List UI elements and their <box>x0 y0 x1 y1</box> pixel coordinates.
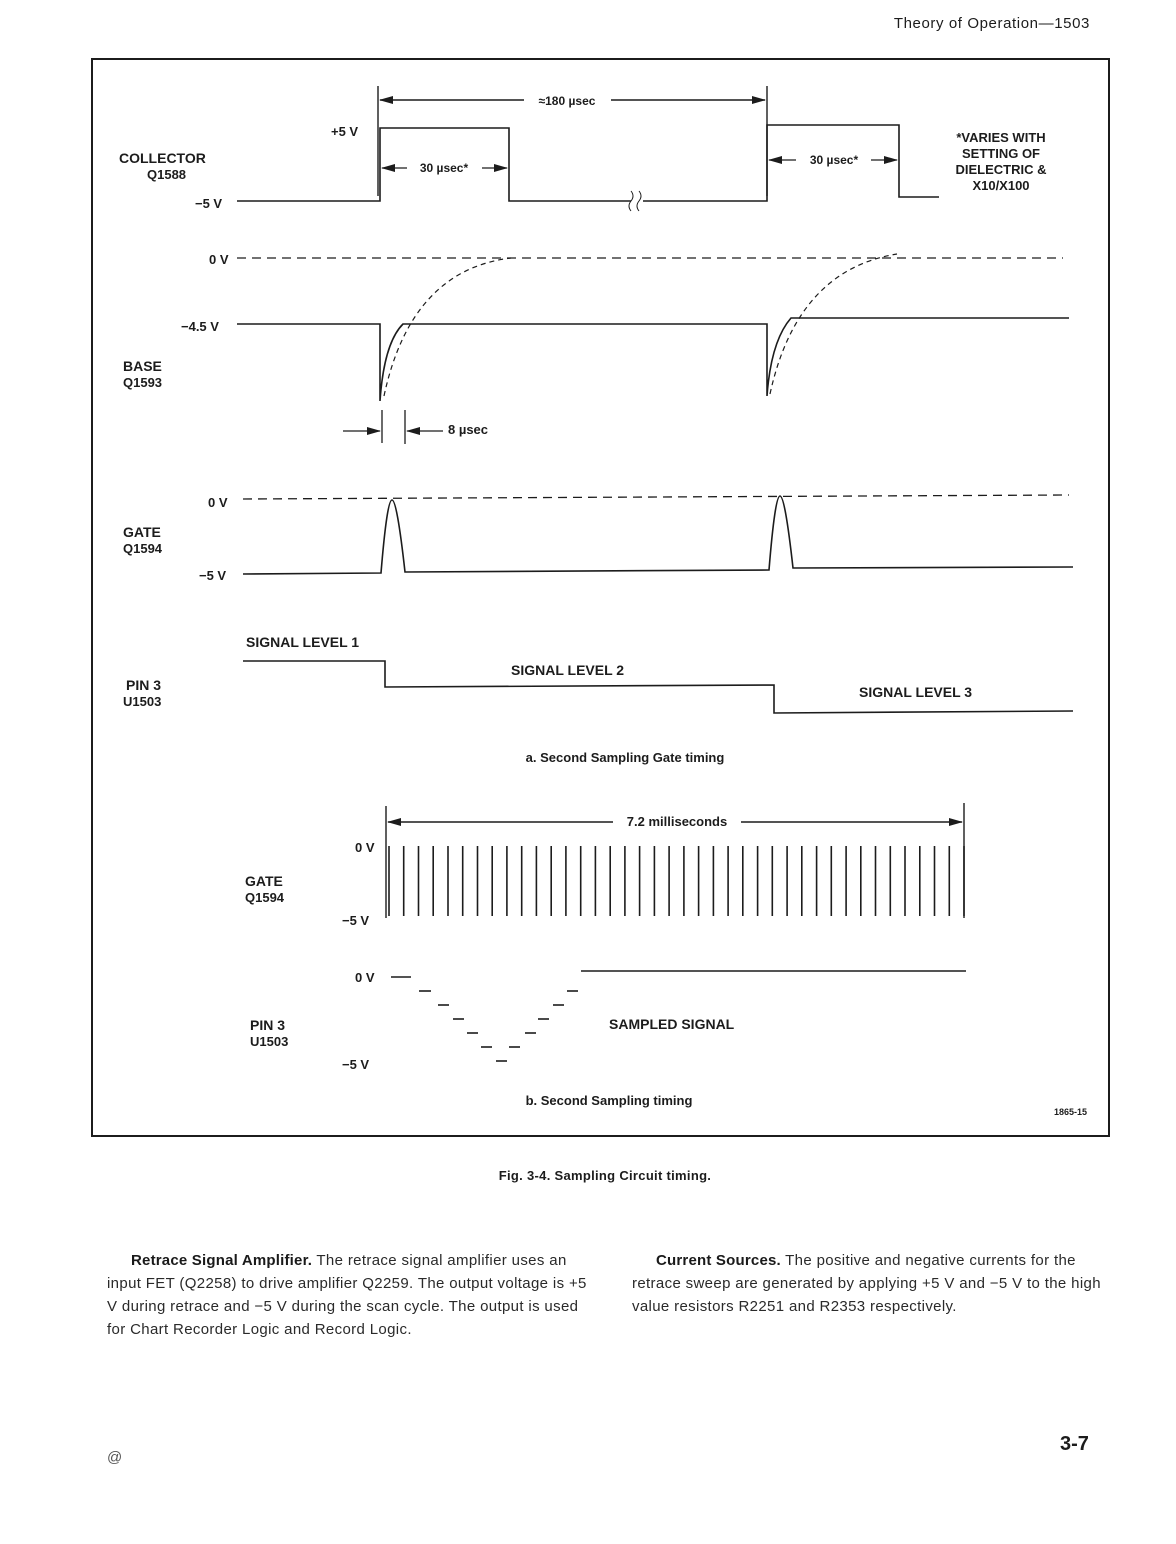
text-current-sources: The positive and negative currents for the retrace sweep are generated by applying +5 V and −5 V to the high value resistors R2251 and R2353 respectively. <box>632 1252 1101 1315</box>
gate-low-label: −5 V <box>199 568 227 583</box>
gate-zero-reference <box>243 495 1069 499</box>
sampled-signal-label: SAMPLED SIGNAL <box>609 1016 735 1032</box>
figure-frame <box>92 59 1109 1136</box>
figure-caption: Fig. 3-4. Sampling Circuit timing. <box>498 1168 712 1183</box>
collector-low-label: −5 V <box>195 196 223 211</box>
base-ref: Q1593 <box>123 375 163 390</box>
pin-b-name: PIN 3 <box>250 1017 286 1033</box>
break-mark <box>629 191 641 211</box>
text-retrace-signal-amplifier: The retrace signal amplifier uses an input FET (Q2258) to drive amplifier Q2259. The output voltage is +5 V during retrace and −5 V during the scan cycle. The output is used for Chart Recorder Logic and Record Logic. <box>107 1252 587 1338</box>
caption-part-b: b. Second Sampling timing <box>525 1093 693 1108</box>
gate-ref: Q1594 <box>123 541 163 556</box>
base-width-label: 8 µsec <box>448 422 489 437</box>
page-number: 3-7 <box>1060 1433 1089 1455</box>
base-waveform <box>237 318 1069 401</box>
svg-text:DIELECTRIC &: DIELECTRIC & <box>955 162 1047 177</box>
base-level-label: −4.5 V <box>181 319 219 334</box>
gate-b-ref: Q1594 <box>245 890 285 905</box>
pulse-width-label-1: 30 µsec* <box>419 161 469 175</box>
timing-figure <box>91 58 1111 1138</box>
pulse-width-label-2: 30 µsec* <box>809 153 859 167</box>
heading-current-sources: Current Sources. <box>656 1252 781 1269</box>
svg-text:SETTING OF: SETTING OF <box>962 146 1040 161</box>
collector-ref: Q1588 <box>147 167 187 182</box>
caption-part-a: a. Second Sampling Gate timing <box>525 750 725 765</box>
running-header: Theory of Operation—1503 <box>893 15 1090 32</box>
gate-pulse-train <box>389 846 964 916</box>
figure-id: 1865-15 <box>1053 1107 1087 1117</box>
signal-level-2: SIGNAL LEVEL 2 <box>511 662 625 678</box>
pin-name: PIN 3 <box>126 677 162 693</box>
base-name: BASE <box>123 358 162 374</box>
paragraph-retrace-signal-amplifier <box>107 1249 589 1341</box>
variation-footnote <box>956 130 1047 193</box>
pin-b-zero-label: 0 V <box>355 970 375 985</box>
pin-ref: U1503 <box>123 694 162 709</box>
signal-level-3: SIGNAL LEVEL 3 <box>859 684 973 700</box>
footer-mark: @ <box>107 1449 123 1466</box>
gate-waveform <box>243 496 1073 574</box>
svg-text:*VARIES WITH: *VARIES WITH <box>956 130 1046 145</box>
collector-name: COLLECTOR <box>119 150 206 166</box>
gate-name: GATE <box>123 524 161 540</box>
pin-b-ref: U1503 <box>250 1034 289 1049</box>
gate-b-low-label: −5 V <box>342 913 370 928</box>
signal-level-1: SIGNAL LEVEL 1 <box>246 634 360 650</box>
heading-retrace-signal-amplifier: Retrace Signal Amplifier. <box>131 1252 313 1269</box>
pin-b-low-label: −5 V <box>342 1057 370 1072</box>
period-label: ≈180 µsec <box>538 94 596 108</box>
collector-high-label: +5 V <box>331 124 359 139</box>
gate-b-zero-label: 0 V <box>355 840 375 855</box>
duration-label: 7.2 milliseconds <box>626 814 728 829</box>
gate-b-name: GATE <box>245 873 283 889</box>
base-zero-label: 0 V <box>209 252 229 267</box>
gate-zero-label: 0 V <box>208 495 228 510</box>
paragraph-current-sources <box>632 1249 1110 1318</box>
base-width-dimension <box>343 410 443 444</box>
svg-text:X10/X100: X10/X100 <box>972 178 1030 193</box>
base-decay-asymptote <box>384 254 897 396</box>
timing-diagram <box>91 58 1111 1138</box>
